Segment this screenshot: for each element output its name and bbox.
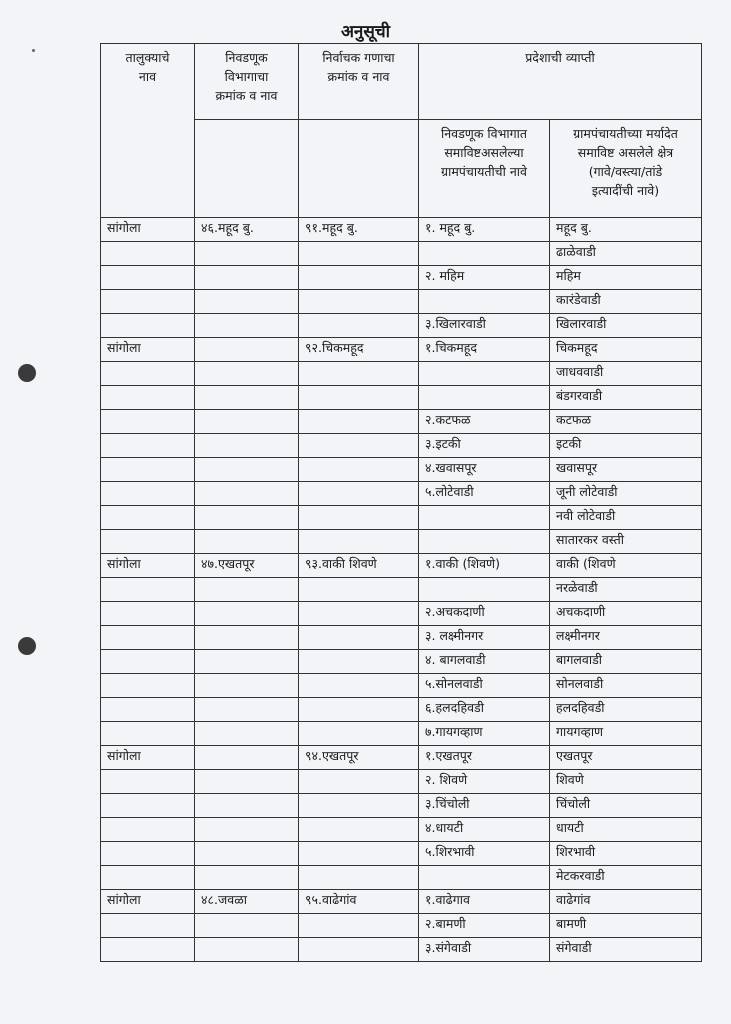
cell-constituency <box>299 722 419 746</box>
cell-taluka <box>101 362 195 386</box>
cell-taluka <box>101 386 195 410</box>
cell-taluka <box>101 842 195 866</box>
cell-gram-panchayat <box>419 386 550 410</box>
cell-taluka <box>101 242 195 266</box>
table-row <box>101 698 702 722</box>
cell-constituency: ९२.चिकमहूद <box>299 338 419 362</box>
table-row <box>101 386 702 410</box>
cell-village: महिम <box>550 266 702 290</box>
header-constituency-blank <box>299 120 419 218</box>
table-row <box>101 338 702 362</box>
cell-division <box>195 770 299 794</box>
cell-constituency: ९१.महूद बु. <box>299 218 419 242</box>
cell-village: शिवणे <box>550 770 702 794</box>
cell-constituency <box>299 842 419 866</box>
cell-gram-panchayat <box>419 506 550 530</box>
cell-taluka: सांगोला <box>101 338 195 362</box>
table-row <box>101 482 702 506</box>
header-gp-area <box>550 120 702 218</box>
table-row <box>101 314 702 338</box>
cell-gram-panchayat: ३.चिंचोली <box>419 794 550 818</box>
table-row <box>101 578 702 602</box>
table-row <box>101 434 702 458</box>
cell-gram-panchayat <box>419 866 550 890</box>
table-row <box>101 842 702 866</box>
cell-gram-panchayat: ३.संगेवाडी <box>419 938 550 962</box>
cell-taluka <box>101 602 195 626</box>
header-taluka <box>101 44 195 120</box>
header-division-line: निवडणूक <box>225 50 268 65</box>
cell-gram-panchayat: ५.लोटेवाडी <box>419 482 550 506</box>
cell-division <box>195 530 299 554</box>
cell-village: खवासपूर <box>550 458 702 482</box>
cell-taluka: सांगोला <box>101 218 195 242</box>
cell-taluka: सांगोला <box>101 746 195 770</box>
cell-village: नरळेवाडी <box>550 578 702 602</box>
table-row <box>101 794 702 818</box>
header-gp-area-line: समाविष्ट असलेले क्षेत्र <box>577 145 674 160</box>
table-row <box>101 290 702 314</box>
cell-gram-panchayat: ४. बागलवाडी <box>419 650 550 674</box>
cell-constituency <box>299 266 419 290</box>
table-row <box>101 266 702 290</box>
header-gp-names-line: ग्रामपंचायतीची नावे <box>441 164 527 179</box>
cell-gram-panchayat: ३.खिलारवाडी <box>419 314 550 338</box>
cell-division <box>195 866 299 890</box>
table-row <box>101 410 702 434</box>
cell-village: जूनी लोटेवाडी <box>550 482 702 506</box>
cell-taluka <box>101 530 195 554</box>
cell-village: हलदहिवडी <box>550 698 702 722</box>
table-row <box>101 458 702 482</box>
punch-hole-upper <box>18 364 36 382</box>
cell-taluka <box>101 290 195 314</box>
cell-village: जाधववाडी <box>550 362 702 386</box>
cell-taluka <box>101 314 195 338</box>
header-taluka-line: तालुक्याचे <box>125 50 170 65</box>
page-title-text: अनुसूची <box>340 22 391 42</box>
header-gp-area-line: (गावे/वस्त्या/तांडे <box>588 164 663 179</box>
cell-taluka <box>101 722 195 746</box>
cell-gram-panchayat <box>419 362 550 386</box>
cell-constituency: ९३.वाकी शिवणे <box>299 554 419 578</box>
cell-division <box>195 482 299 506</box>
cell-gram-panchayat: १.एखतपूर <box>419 746 550 770</box>
cell-village: संगेवाडी <box>550 938 702 962</box>
cell-taluka <box>101 674 195 698</box>
cell-constituency <box>299 242 419 266</box>
cell-division <box>195 602 299 626</box>
table-row <box>101 674 702 698</box>
table-row <box>101 650 702 674</box>
cell-constituency <box>299 602 419 626</box>
table-row <box>101 746 702 770</box>
cell-gram-panchayat <box>419 290 550 314</box>
table-row <box>101 866 702 890</box>
cell-division <box>195 794 299 818</box>
cell-constituency <box>299 290 419 314</box>
cell-taluka <box>101 458 195 482</box>
cell-taluka <box>101 938 195 962</box>
cell-division <box>195 506 299 530</box>
cell-constituency <box>299 866 419 890</box>
cell-taluka <box>101 482 195 506</box>
header-division-line: क्रमांक व नाव <box>215 88 278 103</box>
cell-gram-panchayat: ३. लक्ष्मीनगर <box>419 626 550 650</box>
cell-taluka <box>101 578 195 602</box>
cell-gram-panchayat: २. शिवणे <box>419 770 550 794</box>
cell-village: मेटकरवाडी <box>550 866 702 890</box>
cell-division <box>195 266 299 290</box>
table-row <box>101 362 702 386</box>
cell-village: बामणी <box>550 914 702 938</box>
punch-hole-lower <box>18 637 36 655</box>
cell-taluka <box>101 794 195 818</box>
cell-division <box>195 722 299 746</box>
cell-division: ४८.जवळा <box>195 890 299 914</box>
cell-taluka: सांगोला <box>101 890 195 914</box>
cell-village: ढाळेवाडी <box>550 242 702 266</box>
cell-division <box>195 818 299 842</box>
cell-taluka <box>101 506 195 530</box>
table-row <box>101 722 702 746</box>
cell-village: चिकमहूद <box>550 338 702 362</box>
cell-division <box>195 746 299 770</box>
header-division <box>195 44 299 120</box>
schedule-table <box>100 43 702 962</box>
cell-taluka <box>101 626 195 650</box>
cell-village: बागलवाडी <box>550 650 702 674</box>
table-row <box>101 602 702 626</box>
header-constituency <box>299 44 419 120</box>
cell-village: कटफळ <box>550 410 702 434</box>
table-row <box>101 914 702 938</box>
cell-village: लक्ष्मीनगर <box>550 626 702 650</box>
cell-village: सातारकर वस्ती <box>550 530 702 554</box>
cell-gram-panchayat: २.बामणी <box>419 914 550 938</box>
cell-division <box>195 458 299 482</box>
cell-gram-panchayat: २.कटफळ <box>419 410 550 434</box>
cell-constituency <box>299 482 419 506</box>
cell-village: एखतपूर <box>550 746 702 770</box>
cell-village: बंडगरवाडी <box>550 386 702 410</box>
cell-village: धायटी <box>550 818 702 842</box>
cell-taluka <box>101 410 195 434</box>
cell-gram-panchayat: ७.गायगव्हाण <box>419 722 550 746</box>
cell-village: इटकी <box>550 434 702 458</box>
cell-constituency <box>299 362 419 386</box>
cell-gram-panchayat <box>419 530 550 554</box>
cell-constituency <box>299 914 419 938</box>
cell-constituency: ९४.एखतपूर <box>299 746 419 770</box>
cell-gram-panchayat: १.वाकी (शिवणे) <box>419 554 550 578</box>
cell-village: अचकदाणी <box>550 602 702 626</box>
cell-village: नवी लोटेवाडी <box>550 506 702 530</box>
table-row <box>101 506 702 530</box>
cell-taluka <box>101 266 195 290</box>
cell-constituency <box>299 458 419 482</box>
cell-division <box>195 626 299 650</box>
cell-gram-panchayat: ६.हलदहिवडी <box>419 698 550 722</box>
header-row-bottom <box>101 120 702 218</box>
header-division-blank <box>195 120 299 218</box>
cell-division <box>195 914 299 938</box>
cell-division <box>195 314 299 338</box>
cell-constituency <box>299 314 419 338</box>
cell-taluka <box>101 818 195 842</box>
cell-constituency <box>299 434 419 458</box>
cell-constituency <box>299 578 419 602</box>
cell-division <box>195 434 299 458</box>
cell-division <box>195 386 299 410</box>
cell-constituency <box>299 410 419 434</box>
cell-gram-panchayat: ४.धायटी <box>419 818 550 842</box>
table-row <box>101 890 702 914</box>
cell-taluka <box>101 770 195 794</box>
header-constituency-line: क्रमांक व नाव <box>327 69 390 84</box>
table-row <box>101 530 702 554</box>
cell-taluka: सांगोला <box>101 554 195 578</box>
cell-constituency <box>299 938 419 962</box>
cell-division <box>195 698 299 722</box>
cell-taluka <box>101 434 195 458</box>
cell-division <box>195 242 299 266</box>
cell-gram-panchayat: ४.खवासपूर <box>419 458 550 482</box>
cell-division <box>195 290 299 314</box>
header-gp-area-line: इत्यादींची नावे) <box>591 183 660 198</box>
cell-division <box>195 842 299 866</box>
cell-village: खिलारवाडी <box>550 314 702 338</box>
cell-village: गायगव्हाण <box>550 722 702 746</box>
cell-constituency <box>299 698 419 722</box>
header-gp-names-line: समाविष्टअसलेल्या <box>444 145 524 160</box>
cell-gram-panchayat: २.अचकदाणी <box>419 602 550 626</box>
header-taluka-line: नाव <box>138 69 157 84</box>
header-constituency-line: निर्वाचक गणाचा <box>322 50 395 65</box>
page-title <box>0 19 731 42</box>
cell-gram-panchayat: १.वाढेगाव <box>419 890 550 914</box>
cell-division <box>195 938 299 962</box>
cell-gram-panchayat: १.चिकमहूद <box>419 338 550 362</box>
cell-constituency <box>299 626 419 650</box>
cell-gram-panchayat: ५.शिरभावी <box>419 842 550 866</box>
scan-speck <box>32 49 35 52</box>
table-row <box>101 218 702 242</box>
cell-taluka <box>101 650 195 674</box>
cell-village: महूद बु. <box>550 218 702 242</box>
cell-taluka <box>101 866 195 890</box>
table-row <box>101 626 702 650</box>
cell-village: कारंडेवाडी <box>550 290 702 314</box>
cell-division <box>195 578 299 602</box>
cell-village: शिरभावी <box>550 842 702 866</box>
cell-village: वाढेगांव <box>550 890 702 914</box>
header-division-line: विभागाचा <box>224 69 269 84</box>
header-gp-names <box>419 120 550 218</box>
cell-division: ४६.महूद बु. <box>195 218 299 242</box>
header-row-top <box>101 44 702 120</box>
table-row <box>101 554 702 578</box>
table-row <box>101 938 702 962</box>
cell-village: सोनलवाडी <box>550 674 702 698</box>
cell-division <box>195 338 299 362</box>
cell-constituency <box>299 674 419 698</box>
cell-division <box>195 650 299 674</box>
header-gp-names-line: निवडणूक विभागात <box>440 126 528 141</box>
cell-village: चिंचोली <box>550 794 702 818</box>
cell-constituency <box>299 386 419 410</box>
cell-constituency <box>299 506 419 530</box>
cell-gram-panchayat <box>419 242 550 266</box>
cell-constituency <box>299 770 419 794</box>
cell-gram-panchayat: ३.इटकी <box>419 434 550 458</box>
cell-constituency <box>299 650 419 674</box>
table-row <box>101 770 702 794</box>
cell-division: ४७.एखतपूर <box>195 554 299 578</box>
cell-constituency <box>299 818 419 842</box>
cell-gram-panchayat <box>419 578 550 602</box>
cell-gram-panchayat: ५.सोनलवाडी <box>419 674 550 698</box>
cell-gram-panchayat: २. महिम <box>419 266 550 290</box>
cell-taluka <box>101 698 195 722</box>
cell-constituency: ९५.वाढेगांव <box>299 890 419 914</box>
cell-constituency <box>299 794 419 818</box>
cell-division <box>195 362 299 386</box>
header-extent: प्रदेशाची व्याप्ती <box>419 44 702 120</box>
cell-gram-panchayat: १. महूद बु. <box>419 218 550 242</box>
cell-division <box>195 410 299 434</box>
header-gp-area-line: ग्रामपंचायतीच्या मर्यादेत <box>573 126 678 141</box>
header-taluka-cont <box>101 120 195 218</box>
table-row <box>101 242 702 266</box>
cell-taluka <box>101 914 195 938</box>
table-row <box>101 818 702 842</box>
cell-division <box>195 674 299 698</box>
cell-constituency <box>299 530 419 554</box>
cell-village: वाकी (शिवणे <box>550 554 702 578</box>
